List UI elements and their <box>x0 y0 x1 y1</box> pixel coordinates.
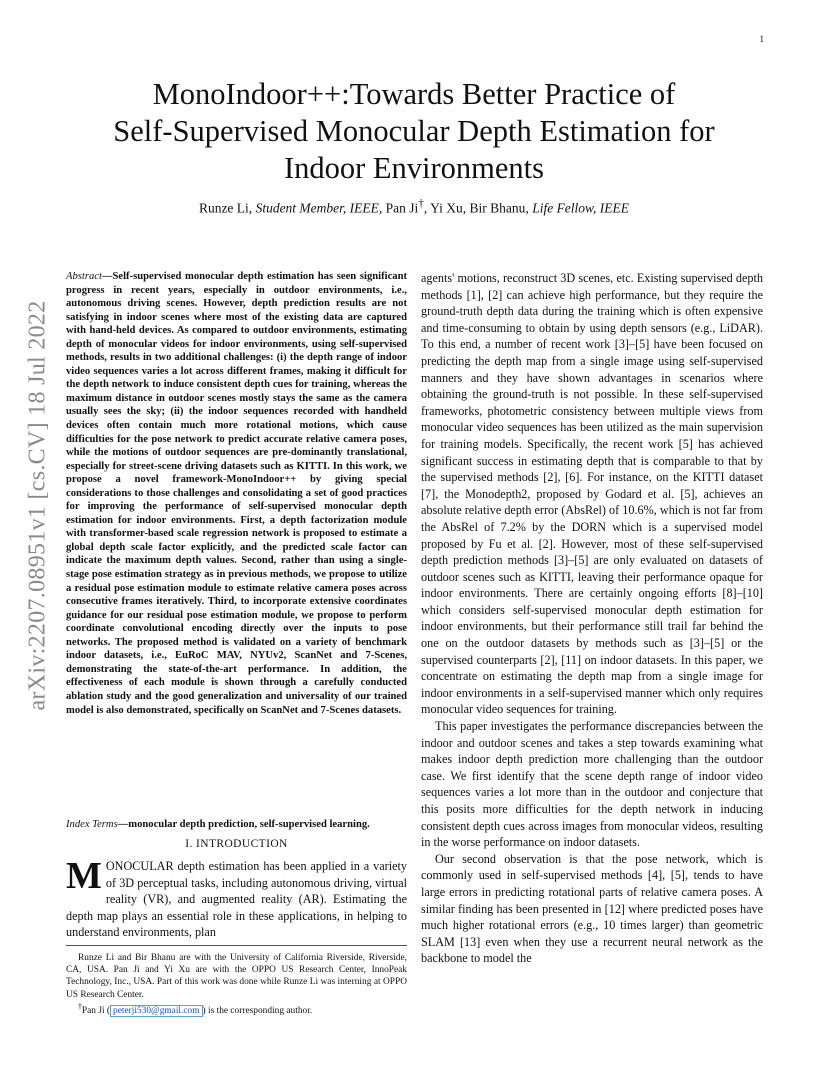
index-terms-text: —monocular depth prediction, self-supervised learning. <box>117 819 370 830</box>
footnote-corresponding <box>66 1001 407 1017</box>
index-terms-label: Index Terms <box>66 819 118 830</box>
right-paragraph-1: agents' motions, reconstruct 3D scenes, etc. Existing supervised depth methods [1], [2] can achieve high performance, but they require the ground-truth depth data during the training which is often expensive and time-consuming to obtain by using depth sensors (e.g., LiDAR). To this end, a number of recent work [3]–[5] have been focused on predicting the depth map from a single image using self-supervised manners and they have shown advantages in scenarios where obtaining the ground-truth is not possible. In these self-supervised frameworks, photometric consistency between multiple views from monocular video sequences has been utilized as the main supervision for training models. Specifically, the recent work [5] has achieved significant success in estimating depth that is comparable to that by the supervised methods [2], [6]. For instance, on the KITTI dataset [7], the Monodepth2, proposed by Godard et al. [5], achieves an absolute relative depth error (AbsRel) of 10.6%, which is not far from the AbsRel of 7.2% by the DORN which is a supervised model proposed by Fu et al. [2]. However, most of these self-supervised depth prediction methods [3]–[5] are only evaluated on datasets of outdoor scenes such as KITTI, leaving their performance opaque for indoor environments. There are certainly ongoing efforts [8]–[10] which considers self-supervised monocular depth estimation for indoor environments, but their performance still trail far behind the one on the outdoor datasets by methods such as [3]–[5] or the supervised counterparts [2], [11] on indoor datasets. In this paper, we concentrate on estimating the depth map from a single image for indoor environments in a self-supervised manner which only requires monocular video sequences for training. <box>421 271 763 717</box>
drop-cap: M <box>66 855 102 897</box>
email-link[interactable]: peterji530@gmail.com <box>110 1005 202 1017</box>
right-column <box>421 270 763 967</box>
abstract-label: Abstract <box>66 271 102 282</box>
arxiv-watermark <box>20 295 56 715</box>
paper-title <box>60 76 768 187</box>
abstract <box>66 270 407 717</box>
footnote-post: ) is the corresponding author. <box>202 1005 313 1016</box>
title-line-2: Self-Supervised Monocular Depth Estimation for <box>113 114 715 148</box>
author-3: , Yi Xu, Bir Bhanu, <box>423 200 529 216</box>
arxiv-id: arXiv:2207.08951v1 [cs.CV] 18 Jul 2022 <box>24 299 51 711</box>
title-line-1: MonoIndoor++:Towards Better Practice of <box>152 77 676 111</box>
footnotes <box>66 952 407 1017</box>
abstract-text: —Self-supervised monocular depth estimation has seen significant progress in recent years, especially in outdoor environments, i.e., autonomous driving scenes. However, depth prediction results are not satisfying in indoor scenes where most of the existing data are captured with hand-held devices. As compared to outdoor environments, estimating depth of monocular videos for indoor environments, using self-supervised methods, results in two additional challenges: (i) the depth range of indoor video sequences varies a lot across different frames, making it difficult for the depth network to induce consistent depth cues for training, whereas the maximum distance in outdoor scenes mostly stays the same as the camera usually sees the sky; (ii) the indoor sequences recorded with handheld devices often contain much more rotational motions, which cause difficulties for the pose network to predict accurate relative camera poses, while the motions of outdoor sequences are pre-dominantly translational, especially for street-scene driving datasets such as KITTI. In this work, we propose a novel framework-MonoIndoor++ by giving special considerations to those challenges and consolidating a set of good practices for improving the performance of self-supervised monocular depth estimation for indoor environments. First, a depth factorization module with transformer-based scale regression network is proposed to estimate a global depth scale factor explicitly, and the predicted scale factor can indicate the maximum depth values. Second, rather than using a single-stage pose estimation strategy as in previous methods, we propose to utilize a residual pose estimation module to estimate relative camera poses across consecutive frames iteratively. Third, to incorporate extensive coordinates guidance for our residual pose estimation module, we propose to perform coordinate convolutional encoding directly over the inputs to pose networks. The proposed method is validated on a variety of benchmark indoor datasets, i.e., EuRoC MAV, NYUv2, ScanNet and 7-Scenes, demonstrating the state-of-the-art performance. In addition, the effectiveness of each module is shown through a carefully conducted ablation study and the good generalization and universality of our trained model is also demonstrated, specifically on ScanNet and 7-Scenes datasets. <box>66 271 407 716</box>
author-3-note: Life Fellow, IEEE <box>528 200 630 216</box>
author-1-note: Student Member, IEEE, <box>252 200 383 216</box>
footnote-dagger: † <box>78 1001 82 1011</box>
index-terms <box>66 818 407 832</box>
author-2: Pan Ji <box>382 200 419 216</box>
dagger-mark: † <box>418 198 424 210</box>
title-line-3: Indoor Environments <box>283 151 545 185</box>
footnote-pre: Pan Ji ( <box>81 1005 111 1016</box>
right-paragraph-3: Our second observation is that the pose network, which is commonly used in self-supervised methods [4], [5], tends to have large errors in predicting rotational parts of relative camera poses. A similar finding has been presented in [12] where predicted poses have much higher rotational errors (e.g., 10 times larger) than geometric SLAM [13] even when they use a recurrent neural network as the backbone to model the <box>421 851 763 966</box>
author-1: Runze Li, <box>198 200 253 216</box>
page-number: 1 <box>759 34 764 44</box>
footnote-affiliations: Runze Li and Bir Bhanu are with the University of California Riverside, Riverside, CA, USA. Pan Ji and Yi Xu are with the OPPO US Research Center, InnoPeak Technology, Inc., USA. Part of this work was done while Runze Li was interning at OPPO US Research Center. <box>66 953 407 1000</box>
section-heading: I. INTRODUCTION <box>185 838 288 850</box>
intro-text: ONOCULAR depth estimation has been applied in a variety of 3D perceptual tasks, including autonomous driving, virtual reality (VR), and augmented reality (AR). Estimating the depth map plays an essential role in these applications, in helping to understand environments, plan <box>66 859 407 940</box>
right-paragraph-2: This paper investigates the performance discrepancies between the indoor and outdoor scenes and takes a step towards examining what makes indoor depth prediction more challenging than the outdoor case. We first identify that the scene depth range of indoor video sequences varies a lot more than in the outdoor and conjecture that this posits more difficulties for the depth network in inducing consistent depth cues across images from monocular videos, resulting in the worse performance on indoor datasets. <box>421 719 763 850</box>
footnote-rule <box>66 945 407 946</box>
author-line <box>60 198 768 217</box>
intro-paragraph <box>66 855 407 941</box>
